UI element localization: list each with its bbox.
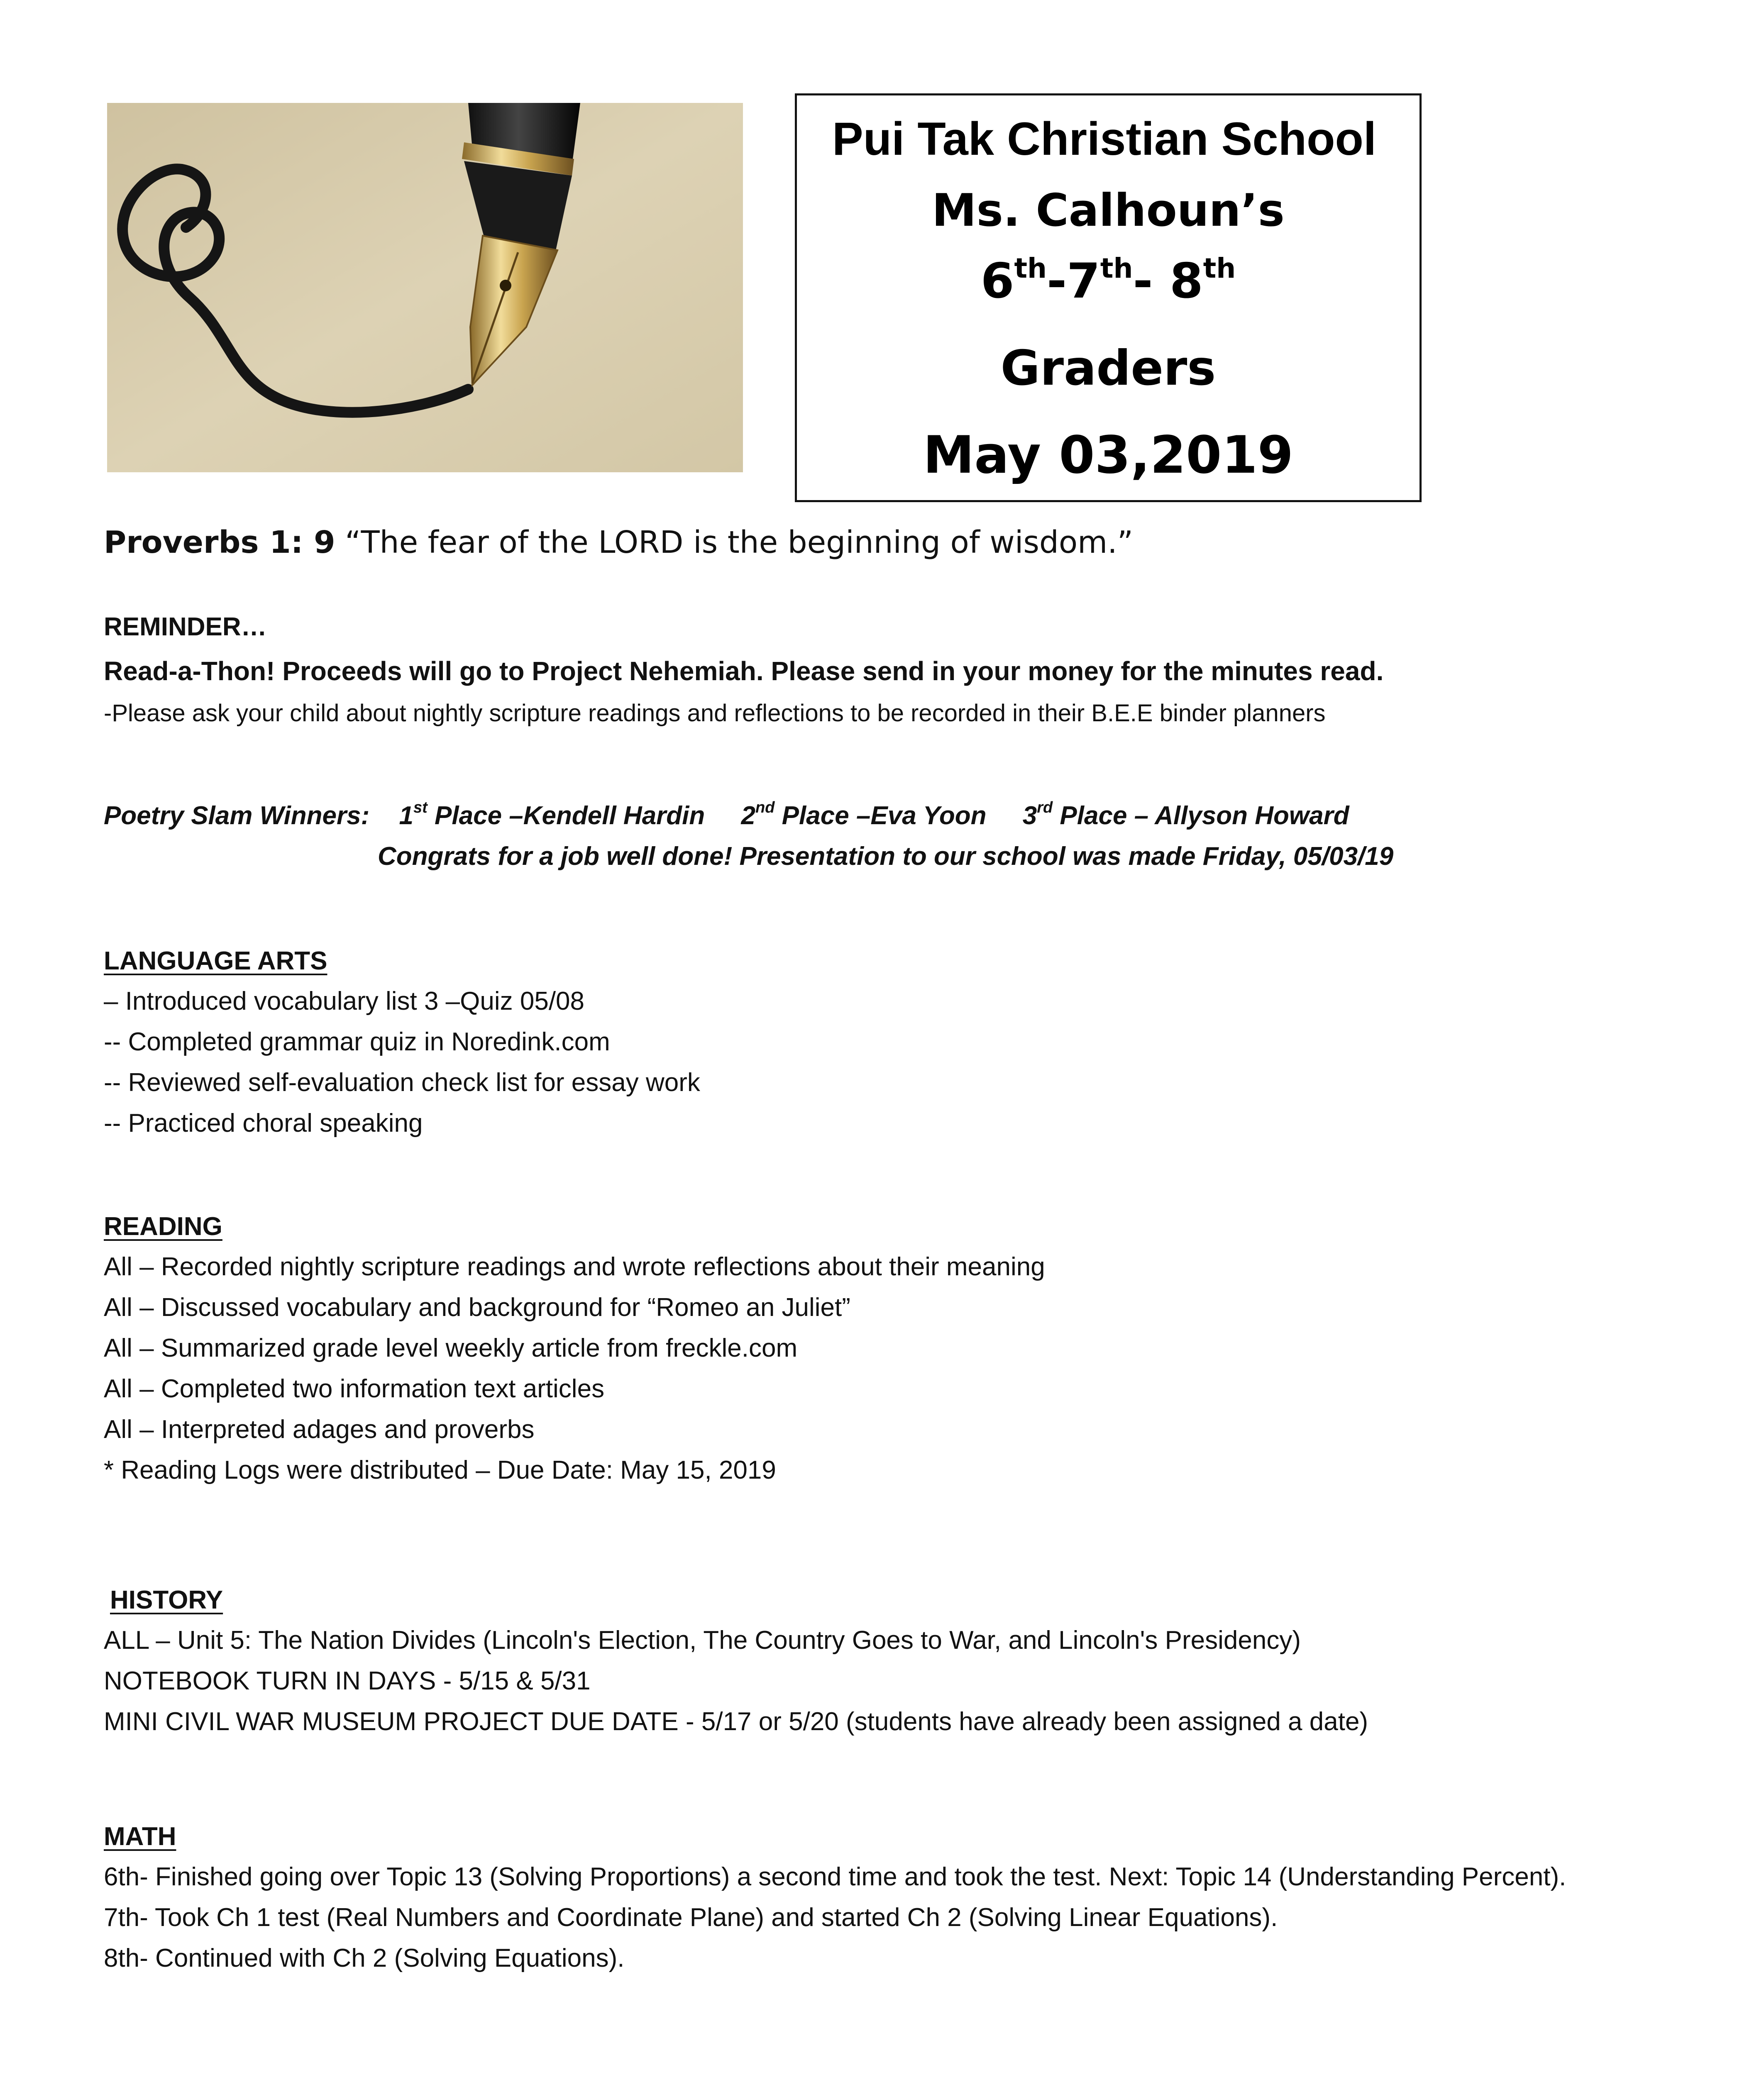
ordinal-suffix: th (1203, 252, 1236, 284)
list-item: 7th- Took Ch 1 test (Real Numbers and Coordinate Plane) and started Ch 2 (Solving Linear Equations). (104, 1903, 1278, 1932)
list-item: -- Completed grammar quiz in Noredink.com (104, 1028, 610, 1056)
ordinal-suffix: th (1100, 252, 1133, 284)
second-place-num: 2 (741, 801, 755, 830)
list-item: All – Interpreted adages and proverbs (104, 1415, 535, 1444)
reading-heading: READING (104, 1212, 222, 1241)
verse-text: “The fear of the LORD is the beginning of wisdom.” (335, 525, 1134, 560)
graders-label: Graders (1000, 340, 1216, 396)
math-heading: MATH (104, 1822, 176, 1851)
grade-7: 7 (1067, 253, 1100, 309)
third-place: Place – Allyson Howard (1053, 801, 1349, 830)
grade-levels (797, 253, 1420, 309)
language-arts-heading: LANGUAGE ARTS (104, 947, 327, 975)
poetry-slam-label: Poetry Slam Winners: (104, 801, 370, 830)
teacher-name: Ms. Calhoun’s (932, 185, 1285, 237)
grade-dash: - (1133, 253, 1170, 309)
list-item: – Introduced vocabulary list 3 –Quiz 05/08 (104, 987, 585, 1016)
fountain-pen-icon (107, 103, 743, 472)
verse-reference: Proverbs 1: 9 (104, 525, 335, 560)
list-item: MINI CIVIL WAR MUSEUM PROJECT DUE DATE - 5/17 or 5/20 (students have already been assigned a date) (104, 1707, 1368, 1736)
list-item: All – Discussed vocabulary and background for “Romeo an Juliet” (104, 1293, 850, 1322)
first-place-sup: st (413, 799, 428, 816)
list-item: -- Practiced choral speaking (104, 1109, 423, 1138)
ordinal-suffix: th (1014, 252, 1047, 284)
second-place-sup: nd (755, 799, 775, 816)
header-box (795, 93, 1422, 502)
poetry-slam-winners (104, 799, 1349, 830)
first-place: Place –Kendell Hardin (427, 801, 705, 830)
list-item: 6th- Finished going over Topic 13 (Solving Proportions) a second time and took the test. Next: Topic 14 (Understanding Percent). (104, 1863, 1566, 1891)
first-place-num: 1 (399, 801, 414, 830)
list-item: 8th- Continued with Ch 2 (Solving Equations). (104, 1944, 625, 1972)
list-item: All – Completed two information text articles (104, 1374, 605, 1403)
list-item: NOTEBOOK TURN IN DAYS - 5/15 & 5/31 (104, 1667, 591, 1695)
third-place-num: 3 (1022, 801, 1037, 830)
list-item: -- Reviewed self-evaluation check list for essay work (104, 1068, 700, 1097)
third-place-sup: rd (1037, 799, 1053, 816)
reminder-heading: REMINDER… (104, 613, 267, 641)
newsletter-date: May 03,2019 (923, 425, 1294, 485)
reminder-note: -Please ask your child about nightly scripture readings and reflections to be recorded in their B.E.E binder planners (104, 700, 1326, 727)
grade-8: 8 (1169, 253, 1203, 309)
fountain-pen-image (107, 103, 743, 472)
poetry-slam-congrats: Congrats for a job well done! Presentation to our school was made Friday, 05/03/19 (378, 842, 1394, 871)
list-item: * Reading Logs were distributed – Due Date: May 15, 2019 (104, 1456, 776, 1484)
school-name: Pui Tak Christian School (832, 113, 1377, 165)
grade-6: 6 (980, 253, 1014, 309)
list-item: All – Recorded nightly scripture readings and wrote reflections about their meaning (104, 1252, 1045, 1281)
history-heading: HISTORY (110, 1586, 223, 1614)
list-item: ALL – Unit 5: The Nation Divides (Lincoln's Election, The Country Goes to War, and Lincoln's Presidency) (104, 1626, 1301, 1655)
grade-dash: - (1047, 253, 1067, 309)
second-place: Place –Eva Yoon (774, 801, 987, 830)
readathon-notice: Read-a-Thon! Proceeds will go to Project Nehemiah. Please send in your money for the minutes read. (104, 656, 1384, 686)
bible-verse (104, 527, 1133, 558)
list-item: All – Summarized grade level weekly article from freckle.com (104, 1334, 798, 1362)
